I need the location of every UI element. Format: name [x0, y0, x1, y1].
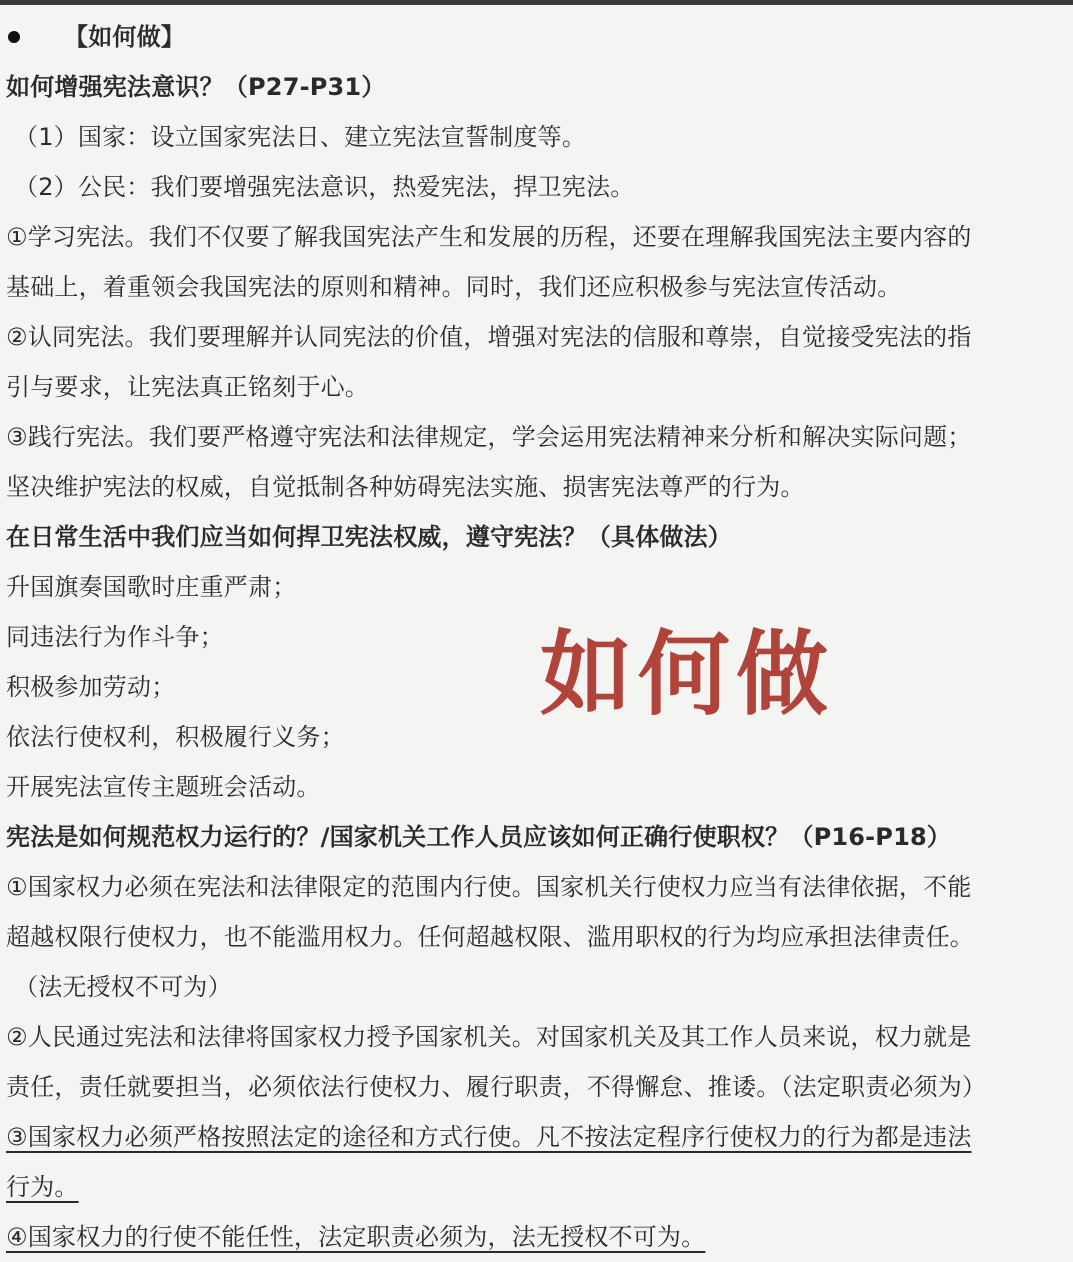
- line-text: 依法行使权利，积极履行义务；: [6, 723, 345, 751]
- question-heading: [6, 512, 1068, 562]
- line-text: 积极参加劳动；: [6, 673, 176, 701]
- text-line: [6, 112, 1068, 162]
- line-text: （2）公民：我们要增强宪法意识，热爱宪法，捍卫宪法。: [14, 173, 635, 201]
- question-heading: [6, 812, 1068, 862]
- line-text: 宪法是如何规范权力运行的？/国家机关工作人员应该如何正确行使职权？（P16-P18）: [6, 823, 952, 851]
- line-text: ①学习宪法。我们不仅要了解我国宪法产生和发展的历程，还要在理解我国宪法主要内容的: [6, 223, 972, 251]
- line-text: （1）国家：设立国家宪法日、建立宪法宣誓制度等。: [14, 123, 587, 151]
- text-line: [6, 612, 1068, 662]
- line-text: ①国家权力必须在宪法和法律限定的范围内行使。国家机关行使权力应当有法律依据，不能: [6, 873, 972, 901]
- line-text: ④国家权力的行使不能任性，法定职责必须为，法无授权不可为。: [6, 1223, 706, 1251]
- line-text: 升国旗奏国歌时庄重严肃；: [6, 573, 297, 601]
- text-line: [6, 462, 1068, 512]
- line-text: 如何增强宪法意识？（P27-P31）: [6, 73, 386, 101]
- document-body: [6, 62, 1068, 1262]
- text-line: [6, 662, 1068, 712]
- line-text: 开展宪法宣传主题班会活动。: [6, 773, 321, 801]
- overlay-title: 如何做: [540, 621, 835, 728]
- text-line: [6, 962, 1068, 1012]
- line-text: 引与要求，让宪法真正铭刻于心。: [6, 373, 369, 401]
- section-heading: 【如何做】: [64, 23, 185, 51]
- text-line: [6, 162, 1068, 212]
- text-line: [6, 862, 1068, 912]
- text-line: [6, 1012, 1068, 1062]
- line-text: 坚决维护宪法的权威，自觉抵制各种妨碍宪法实施、损害宪法尊严的行为。: [6, 473, 805, 501]
- text-line: [6, 412, 1068, 462]
- question-heading: [6, 62, 1068, 112]
- line-text: ②人民通过宪法和法律将国家权力授予国家机关。对国家机关及其工作人员来说，权力就是: [6, 1023, 972, 1051]
- line-text: 行为。: [6, 1173, 79, 1201]
- text-line: [6, 312, 1068, 362]
- line-text: ③国家权力必须严格按照法定的途径和方式行使。凡不按法定程序行使权力的行为都是违法: [6, 1123, 972, 1151]
- text-line: [6, 1162, 1068, 1212]
- text-line: [6, 1062, 1068, 1112]
- text-line: [6, 1112, 1068, 1162]
- text-line: [6, 562, 1068, 612]
- text-line: [6, 762, 1068, 812]
- bullet-icon: [8, 31, 20, 43]
- text-line: [6, 712, 1068, 762]
- text-line: [6, 212, 1068, 262]
- document-page: [6, 12, 1068, 1262]
- text-line: [6, 262, 1068, 312]
- line-text: 超越权限行使权力，也不能滥用权力。任何超越权限、滥用职权的行为均应承担法律责任。: [6, 923, 974, 951]
- text-line: [6, 362, 1068, 412]
- line-text: 基础上，着重领会我国宪法的原则和精神。同时，我们还应积极参与宪法宣传活动。: [6, 273, 902, 301]
- text-line: [6, 1212, 1068, 1262]
- text-line: [6, 912, 1068, 962]
- line-text: 责任，责任就要担当，必须依法行使权力、履行职责，不得懈怠、推诿。（法定职责必须为）: [6, 1073, 987, 1101]
- section-heading-row: [6, 12, 1068, 62]
- line-text: ②认同宪法。我们要理解并认同宪法的价值，增强对宪法的信服和尊崇，自觉接受宪法的指: [6, 323, 972, 351]
- line-text: ③践行宪法。我们要严格遵守宪法和法律规定，学会运用宪法精神来分析和解决实际问题；: [6, 423, 972, 451]
- line-text: 在日常生活中我们应当如何捍卫宪法权威，遵守宪法？（具体做法）: [6, 523, 732, 551]
- line-text: （法无授权不可为）: [14, 973, 232, 1001]
- line-text: 同违法行为作斗争；: [6, 623, 224, 651]
- top-edge-strip: [0, 0, 1073, 5]
